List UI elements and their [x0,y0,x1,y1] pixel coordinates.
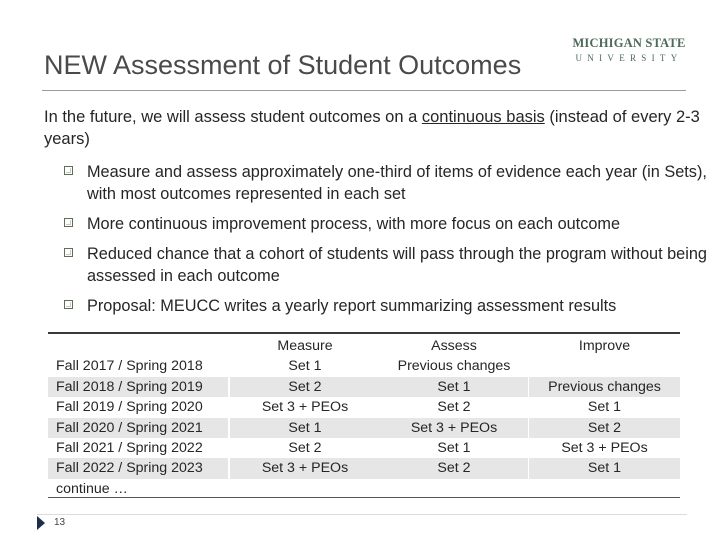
table-column-semester [48,336,228,497]
table-cell: Set 3 + PEOs [380,418,528,438]
table-header-cell: Measure [277,338,333,354]
intro-emphasis: continuous basis [421,108,545,126]
bullet-text: Measure and assess approximately one-third of items of evidence each year (in Sets), with most outcomes represented in each set [87,163,707,203]
table-cell [48,336,228,356]
table-top-rule [48,332,680,334]
table-column-improve [529,336,680,497]
logo-name: MICHIGAN STATE [572,36,686,50]
table-cell: Fall 2022 / Spring 2023 [48,458,228,478]
table-cell: Set 1 [437,439,471,456]
title-divider [42,90,686,91]
footer-arrow-icon [37,516,45,530]
table-cell: Fall 2021 / Spring 2022 [56,439,203,456]
table-cell [529,356,680,376]
logo-subtitle: UNIVERSITY [575,53,683,63]
table-column-measure [230,336,380,497]
bullet-item [64,295,712,317]
table-cell: Fall 2019 / Spring 2020 [56,399,203,416]
footer-divider [37,514,687,515]
bullet-item [64,213,712,235]
bullet-item [64,243,712,287]
table-cell: Set 3 + PEOs [230,458,380,478]
checkbox-bullet-icon [64,248,73,257]
table-cell: Previous changes [397,358,511,375]
bullet-list [64,161,712,325]
bullet-text: Proposal: MEUCC writes a yearly report summarizing assessment results [87,297,617,315]
bullet-text: Reduced chance that a cohort of students will pass through the program without being assessed in each outcome [87,245,707,285]
checkbox-bullet-icon [64,166,73,175]
bullet-item [64,161,712,205]
table-cell: Set 1 [230,418,380,438]
table-cell: Set 1 [288,358,322,375]
table-header-cell: Improve [578,338,631,354]
table-cell: Set 2 [230,377,380,397]
intro-text-before: In the future, we will assess student outcomes on a [44,108,422,126]
table-cell: Set 2 [288,439,322,456]
intro-paragraph [44,106,704,150]
table-cell: continue … [56,480,128,497]
table-cell: Previous changes [529,377,680,397]
table-header-cell: Assess [431,338,477,354]
university-logo [571,36,687,63]
table-cell: Fall 2020 / Spring 2021 [48,418,228,438]
slide-title: NEW Assessment of Student Outcomes [44,50,522,80]
checkbox-bullet-icon [64,300,73,309]
table-cell: Fall 2018 / Spring 2019 [48,377,228,397]
table-bottom-rule [48,497,680,498]
table-cell: Set 3 + PEOs [561,439,648,456]
intro-text-after: (instead of every 2-3 years) [44,108,700,148]
table-cell: Set 2 [380,458,528,478]
table-cell: Set 2 [529,418,680,438]
table-cell: Set 1 [529,458,680,478]
table-cell: Fall 2017 / Spring 2018 [56,358,203,375]
checkbox-bullet-icon [64,218,73,227]
table-column-assess [380,336,528,497]
table-cell: Set 2 [437,399,471,416]
page-number: 13 [54,517,66,528]
bullet-text: More continuous improvement process, with more focus on each outcome [87,215,621,233]
table-cell: Set 1 [587,399,622,416]
table-cell: Set 3 + PEOs [261,399,349,416]
table-cell: Set 1 [380,377,528,397]
